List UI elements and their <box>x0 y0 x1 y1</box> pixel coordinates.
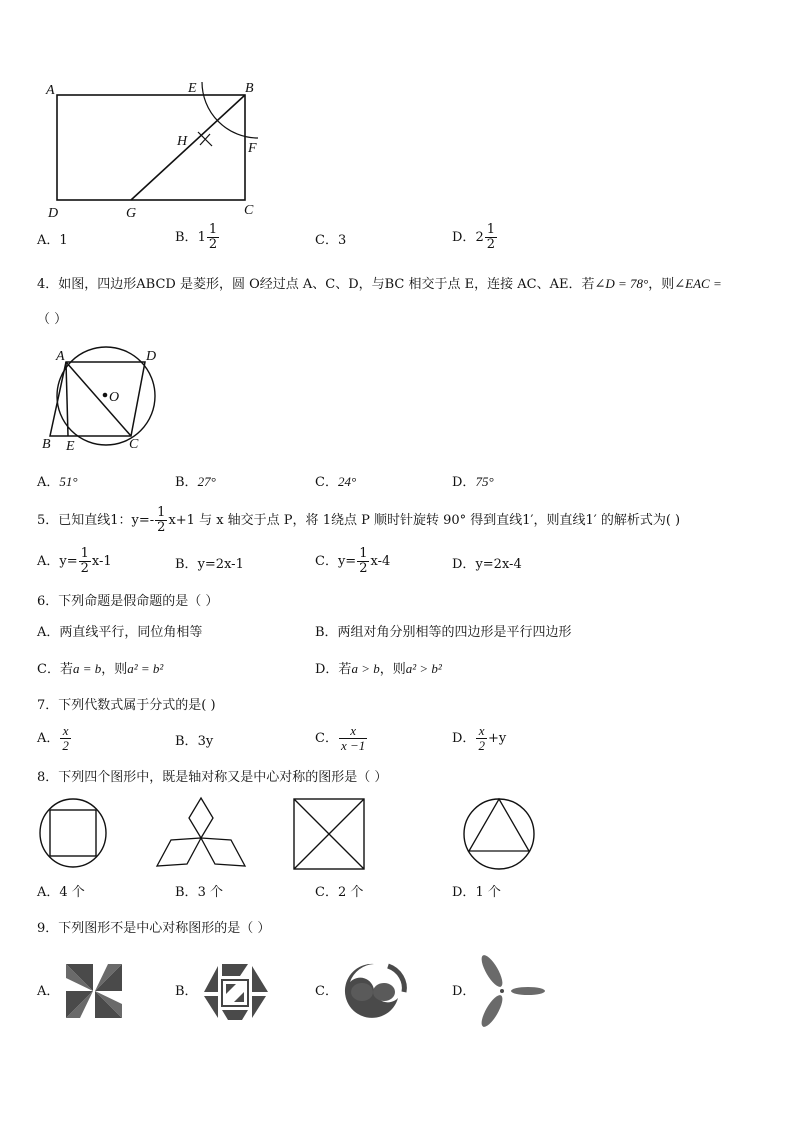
fraction: $\frac{x}{2}$ <box>62 723 69 753</box>
q5-option-b[interactable]: B．y=2x-1 <box>175 557 244 572</box>
label-d: D <box>146 349 157 364</box>
option-label: B． <box>175 230 198 245</box>
fraction: $\frac{1}{2}$ <box>359 546 368 576</box>
q6-option-c[interactable]: C．若a = b，则a² = b² <box>37 661 164 677</box>
q8-option-a[interactable]: A．4 个 <box>37 885 85 900</box>
label-c: C <box>244 203 254 218</box>
q6-option-b[interactable]: B．两组对角分别相等的四边形是平行四边形 <box>315 625 572 640</box>
q9-option-a-label[interactable]: A． <box>37 984 60 999</box>
q8-option-c[interactable]: C．2 个 <box>315 885 364 900</box>
q9-option-c-label[interactable]: C． <box>315 984 338 999</box>
q8-option-b[interactable]: B．3 个 <box>175 885 223 900</box>
fraction: $\frac{1}{2}$ <box>486 222 495 252</box>
q3-option-c[interactable] <box>315 232 346 250</box>
fraction: $\frac{x}{2}$ <box>478 723 485 753</box>
fraction: $\frac{x}{x -1}$ <box>340 723 366 753</box>
q6-stem: 6．下列命题是假命题的是（ ） <box>37 594 219 609</box>
option-label: D． <box>452 230 476 245</box>
q4-stem: 4．如图，四边形ABCD 是菱形，圆 O经过点 A、C、D，与BC 相交于点 E，连接 AC、AE．若∠D = 78°，则∠EAC = <box>37 276 722 292</box>
label-h: H <box>177 134 188 149</box>
q4-option-c[interactable]: C．24° <box>315 474 357 490</box>
q6-option-d[interactable]: D．若a > b，则a² > b² <box>315 661 442 677</box>
rectangle-figure <box>40 74 270 224</box>
pinwheel-shape <box>64 962 124 1020</box>
q5-stem: 5．已知直线1：y=- $\frac{1}{2}$ x+1 与 x 轴交于点 P，将 1绕点 P 顺时针旋转 90° 得到直线1′，则直线1′ 的解析式为( ) <box>37 505 681 535</box>
angle-d: ∠D = 78° <box>594 276 649 291</box>
label-e: E <box>188 81 197 96</box>
fraction: $\frac{1}{2}$ <box>208 222 218 252</box>
q3-option-b[interactable] <box>175 223 220 252</box>
option-label: A． <box>37 233 60 248</box>
rhombus-circle-figure <box>40 342 165 454</box>
circle-with-triangle-shape <box>462 797 536 871</box>
label-a: A <box>46 83 55 98</box>
option-value: 1 <box>59 233 68 248</box>
label-f: F <box>248 141 257 156</box>
option-whole: 1 <box>197 230 206 245</box>
label-a: A <box>56 349 65 364</box>
q7-option-c[interactable]: C． $\frac{x}{x -1}$ <box>315 723 366 753</box>
curved-shape <box>338 958 410 1024</box>
q7-option-d[interactable]: D． $\frac{x}{2}$ +y <box>452 723 507 753</box>
q9-stem: 9．下列图形不是中心对称图形的是（ ） <box>37 921 271 936</box>
q9-option-b-label[interactable]: B． <box>175 984 198 999</box>
circle-with-square-shape <box>38 797 108 869</box>
q5-option-a[interactable]: A．y= $\frac{1}{2}$ x-1 <box>37 546 112 576</box>
label-e: E <box>66 439 75 454</box>
q5-option-c[interactable]: C．y= $\frac{1}{2}$ x-4 <box>315 546 391 576</box>
q5-option-d[interactable]: D．y=2x-4 <box>452 557 522 572</box>
q7-option-a[interactable]: A． $\frac{x}{2}$ <box>37 723 69 753</box>
q4-option-a[interactable]: A．51° <box>37 474 78 490</box>
q8-stem: 8．下列四个图形中，既是轴对称又是中心对称的图形是（ ） <box>37 770 388 785</box>
square-with-diagonals-shape <box>292 797 366 871</box>
three-rhombus-shape <box>155 796 247 870</box>
option-value: 3 <box>337 233 347 248</box>
label-b: B <box>42 437 51 452</box>
option-label: C． <box>315 233 338 248</box>
fraction: $\frac{1}{2}$ <box>157 505 166 535</box>
label-b: B <box>245 81 254 96</box>
q9-option-d-label[interactable]: D． <box>452 984 476 999</box>
q4-option-d[interactable]: D．75° <box>452 474 494 490</box>
q7-stem: 7．下列代数式属于分式的是( ) <box>37 698 216 713</box>
label-d: D <box>48 206 59 221</box>
label-c: C <box>129 437 139 452</box>
option-whole: 2 <box>475 230 484 245</box>
three-blade-propeller-shape <box>470 952 548 1030</box>
q4-paren: （ ） <box>37 312 68 327</box>
label-o: O <box>109 390 120 405</box>
angle-eac: ∠EAC = <box>674 276 722 291</box>
q6-option-a[interactable]: A．两直线平行，同位角相等 <box>37 625 203 640</box>
q3-option-d[interactable] <box>452 223 498 252</box>
tangram-square-shape <box>200 962 270 1022</box>
q7-option-b[interactable]: B．3y <box>175 734 214 749</box>
label-g: G <box>126 206 137 221</box>
q8-option-d[interactable]: D．1 个 <box>452 885 501 900</box>
fraction: $\frac{1}{2}$ <box>80 546 89 576</box>
q4-option-b[interactable]: B．27° <box>175 474 216 490</box>
q3-option-a[interactable] <box>37 232 68 250</box>
